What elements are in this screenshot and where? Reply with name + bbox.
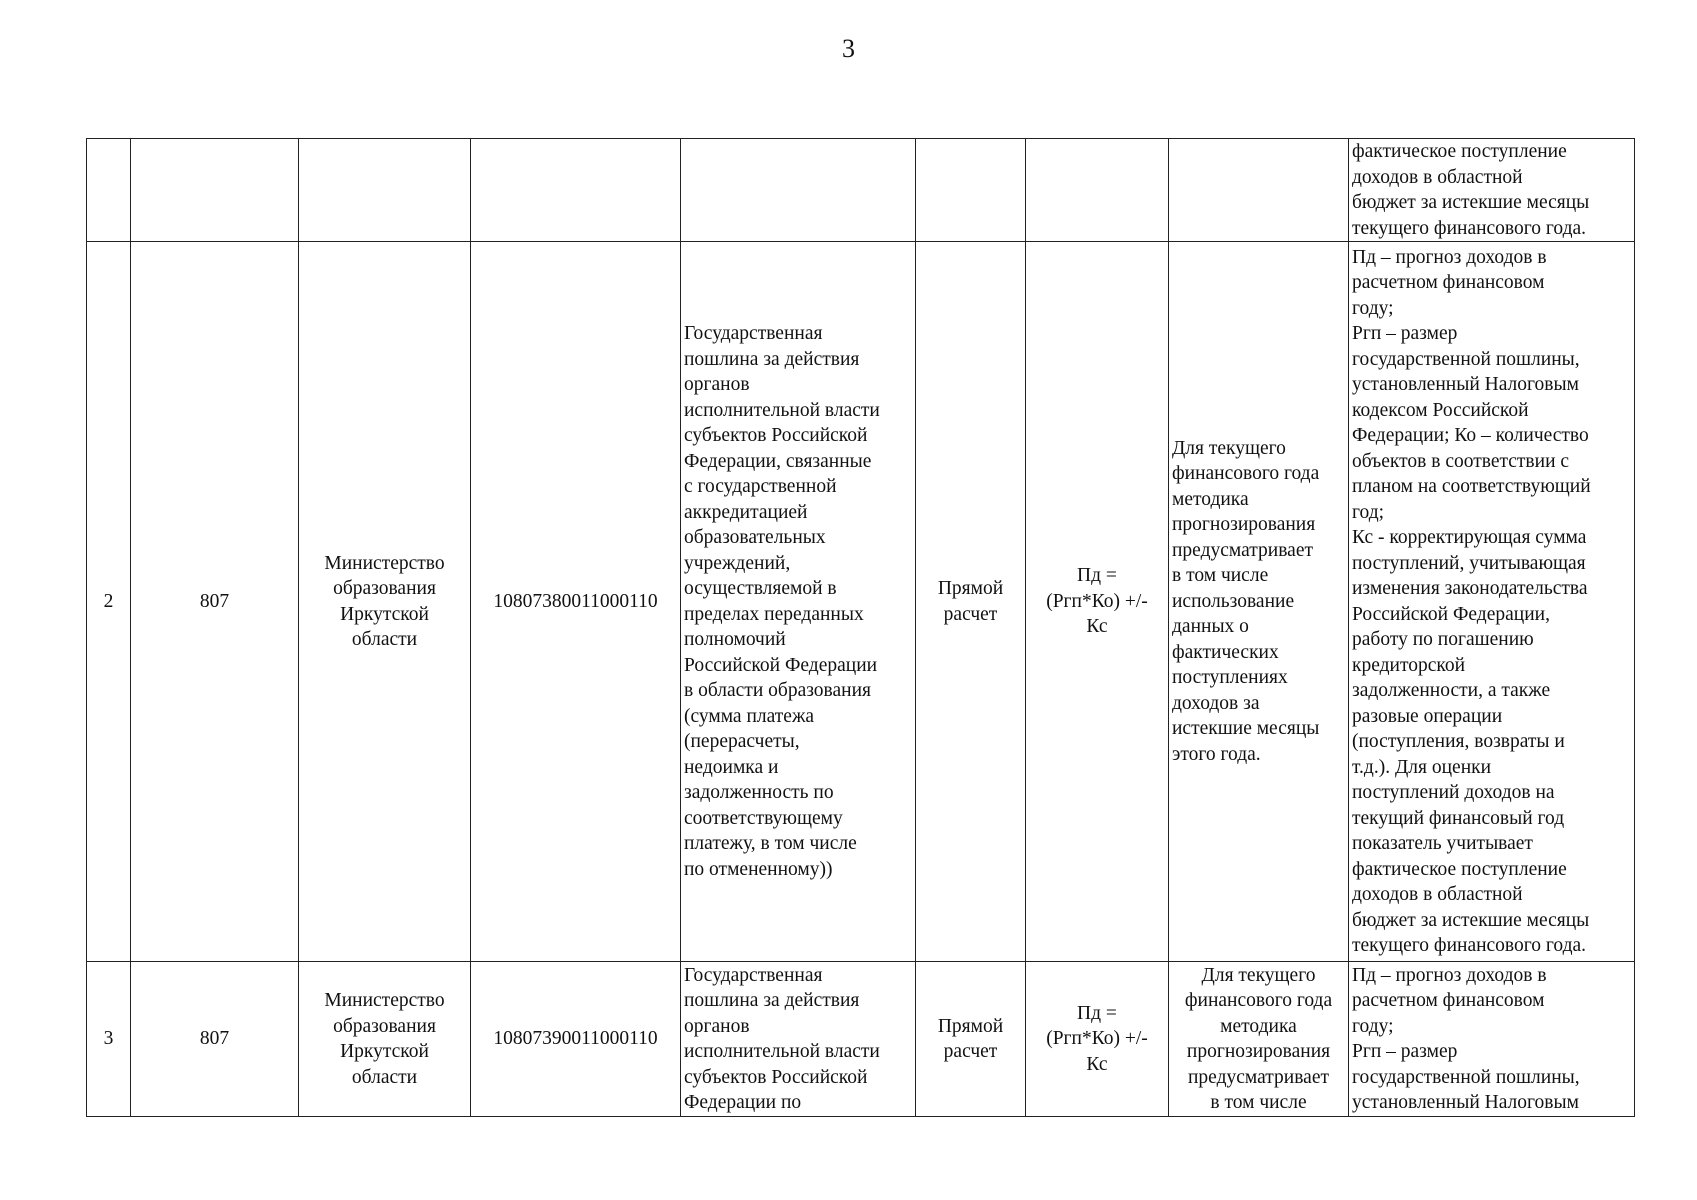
calc-method-cell	[916, 139, 1026, 242]
indicator-description-cell: фактическое поступление доходов в областной бюджет за истекшие месяцы текущего финансового года.	[1349, 139, 1635, 242]
calc-method-cell: Прямой расчет	[916, 962, 1026, 1117]
table-row	[87, 962, 1635, 1117]
admin-code-cell: 807	[131, 242, 299, 962]
kbk-code-cell: 10807380011000110	[471, 242, 681, 962]
indicator-description-cell: Пд – прогноз доходов в расчетном финансовом году; Ргп – размер государственной пошлины, установленный Налоговым кодексом Российской Федерации; Ко – количество объектов в соответствии с планом на соответствующий год; Кс - корректирующая сумма поступлений, учитывающая изменения законодательства Российской Федерации, работу по погашению кредиторской задолженности, а также разовые операции (поступления, возвраты и т.д.). Для оценки поступлений доходов на текущий финансовый год показатель учитывает фактическое поступление доходов в областной бюджет за истекшие месяцы текущего финансового года.	[1349, 242, 1635, 962]
admin-code-cell	[131, 139, 299, 242]
formula-cell	[1026, 139, 1169, 242]
row-number-cell	[87, 139, 131, 242]
administrator-cell: Министерство образования Иркутской области	[299, 962, 471, 1117]
algorithm-cell: Для текущего финансового года методика прогнозирования предусматривает в том числе использование данных о фактических поступлениях доходов за истекшие месяцы этого года.	[1169, 242, 1349, 962]
algorithm-cell	[1169, 139, 1349, 242]
revenue-name-cell: Государственная пошлина за действия органов исполнительной власти субъектов Российской Федерации, связанные с государственной аккредитацией образовательных учреждений, осуществляемой в пределах переданных полномочий Российской Федерации в области образования (сумма платежа (перерасчеты, недоимка и задолженность по соответствующему платежу, в том числе по отмененному))	[681, 242, 916, 962]
formula-cell: Пд = (Ргп*Ко) +/- Кс	[1026, 242, 1169, 962]
calc-method-cell: Прямой расчет	[916, 242, 1026, 962]
page-number: 3	[842, 34, 855, 63]
row-number-cell: 3	[87, 962, 131, 1117]
formula-cell: Пд = (Ргп*Ко) +/- Кс	[1026, 962, 1169, 1117]
revenue-name-cell: Государственная пошлина за действия органов исполнительной власти субъектов Российской Федерации по	[681, 962, 916, 1117]
administrator-cell	[299, 139, 471, 242]
revenue-name-cell	[681, 139, 916, 242]
kbk-code-cell: 10807390011000110	[471, 962, 681, 1117]
admin-code-cell: 807	[131, 962, 299, 1117]
row-number-cell: 2	[87, 242, 131, 962]
table-row	[87, 139, 1635, 242]
revenue-methodology-table	[86, 138, 1635, 1117]
algorithm-cell: Для текущего финансового года методика прогнозирования предусматривает в том числе	[1169, 962, 1349, 1117]
kbk-code-cell	[471, 139, 681, 242]
indicator-description-cell: Пд – прогноз доходов в расчетном финансовом году; Ргп – размер государственной пошлины, установленный Налоговым	[1349, 962, 1635, 1117]
administrator-cell: Министерство образования Иркутской области	[299, 242, 471, 962]
table-row	[87, 242, 1635, 962]
